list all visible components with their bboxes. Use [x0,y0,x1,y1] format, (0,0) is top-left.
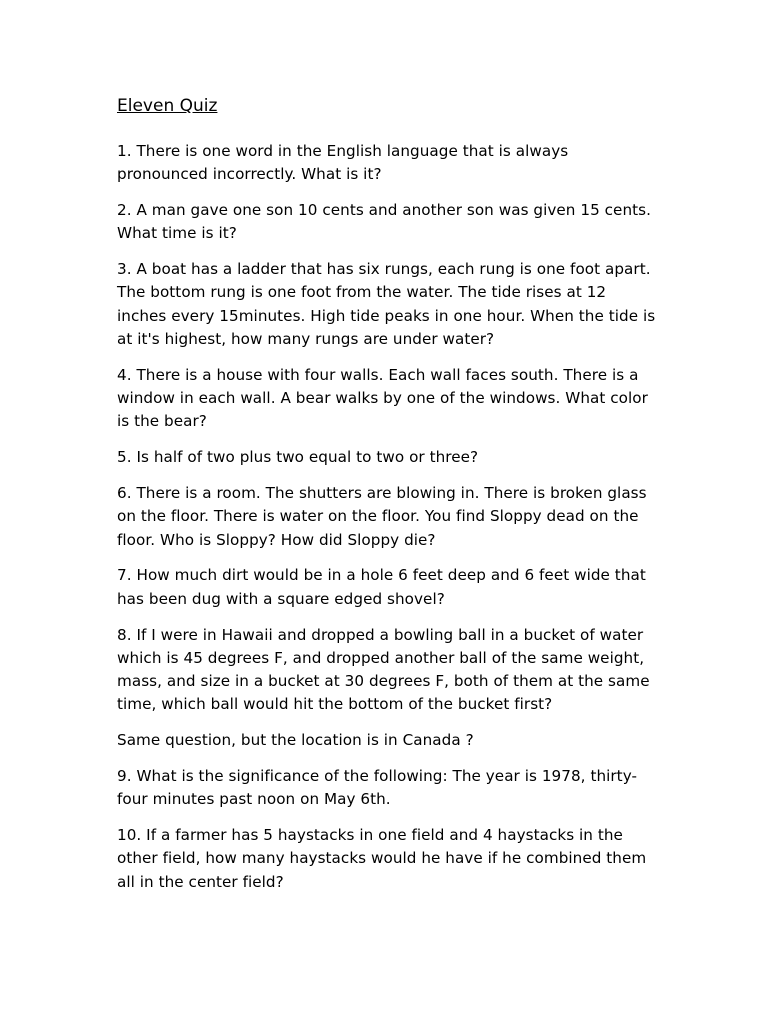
question-2: 2. A man gave one son 10 cents and another son was given 15 cents. What time is it? [117,201,651,243]
question-8: 8. If I were in Hawaii and dropped a bowling ball in a bucket of water which is 45 degrees F, and dropped another ball of the same weight, mass, and size in a bucket at 30 degrees F, both of them at the same time, which ball would hit the bottom of the bucket first? [117,625,650,714]
question-9: 9. What is the significance of the following: The year is 1978, thirty-four minutes past noon on May 6th. [117,767,637,809]
question-5: 5. Is half of two plus two equal to two or three? [117,448,479,467]
question-4: 4. There is a house with four walls. Each wall faces south. There is a window in each wall. A bear walks by one of the windows. What color is the bear? [117,365,648,431]
question-1: 1. There is one word in the English language that is always pronounced incorrectly. What is it? [117,142,569,184]
question-10: 10. If a farmer has 5 haystacks in one field and 4 haystacks in the other field, how many haystacks would he have if he combined them all in the center field? [117,826,647,891]
question-7: 7. How much dirt would be in a hole 6 feet deep and 6 feet wide that has been dug with a square edged shovel? [117,566,646,608]
question-6: 6. There is a room. The shutters are blowing in. There is broken glass on the floor. There is water on the floor. You find Sloppy dead on the floor. Who is Sloppy? How did Sloppy die? [117,484,647,549]
document-page [117,94,657,907]
question-8-followup: Same question, but the location is in Canada ? [117,731,474,750]
document-title: Eleven Quiz [117,96,218,116]
question-3: 3. A boat has a ladder that has six rungs, each rung is one foot apart. The bottom rung is one foot from the water. The tide rises at 12 inches every 15minutes. High tide peaks in one hour. When the tide is at it's highest, how many rungs are under water? [117,260,656,349]
